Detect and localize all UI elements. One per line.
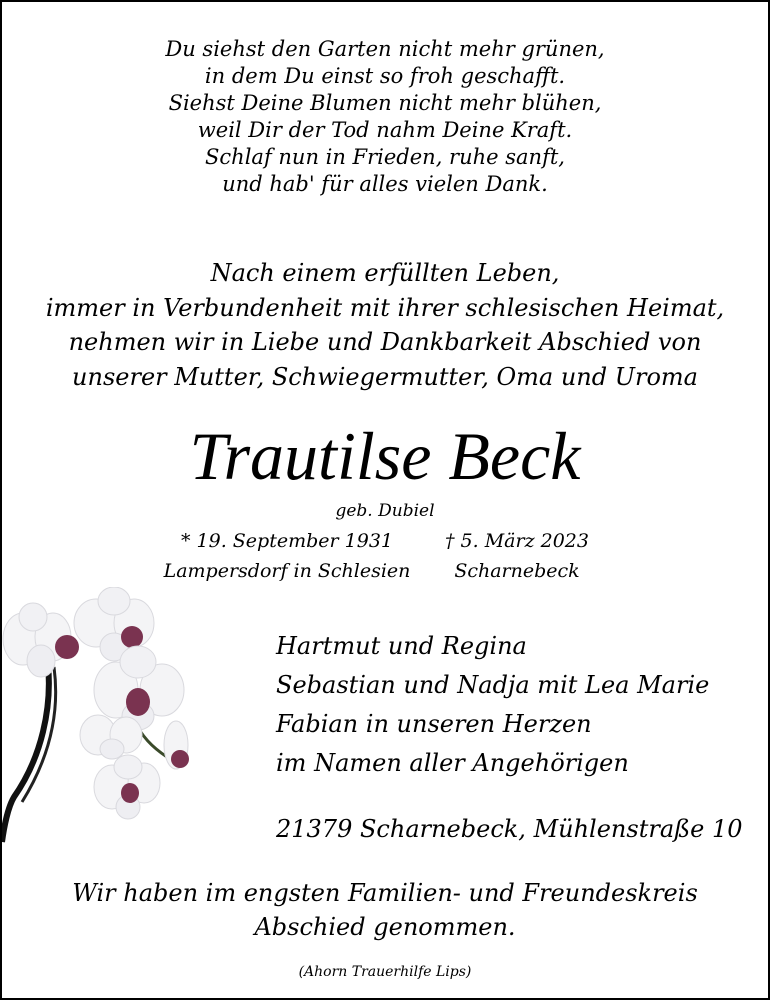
poem-line: in dem Du einst so froh geschafft. <box>204 64 566 88</box>
family-line: Hartmut und Regina <box>276 632 527 660</box>
poem-line: Schlaf nun in Frieden, ruhe sanft, <box>205 145 565 169</box>
birth-place: Lampersdorf in Schlesien <box>163 560 411 582</box>
closing-text <box>2 876 768 944</box>
intro-line: immer in Verbundenheit mit ihrer schlesischen Heimat, <box>45 293 725 322</box>
death-date: † 5. März 2023 <box>445 530 589 552</box>
orchid-flower <box>94 755 160 819</box>
poem-line: weil Dir der Tod nahm Deine Kraft. <box>197 118 573 142</box>
birth-info <box>162 526 412 586</box>
poem-line: Siehst Deine Blumen nicht mehr blühen, <box>168 91 602 115</box>
death-info <box>432 526 602 586</box>
intro-text <box>2 256 768 394</box>
birth-date: * 19. September 1931 <box>181 530 393 552</box>
intro-line: nehmen wir in Liebe und Dankbarkeit Abschied von <box>68 328 702 356</box>
undertaker-credit: (Ahorn Trauerhilfe Lips) <box>298 964 472 980</box>
orchid-flower <box>3 603 79 677</box>
death-place: Scharnebeck <box>454 560 580 582</box>
closing-line: Abschied genommen. <box>254 913 516 941</box>
family-line: im Namen aller Angehörigen <box>276 749 629 777</box>
poem <box>2 36 768 198</box>
orchid-stem <box>2 665 49 842</box>
family-members <box>276 627 756 783</box>
family-line: Sebastian und Nadja mit Lea Marie <box>276 671 710 699</box>
orchid-image <box>2 587 202 847</box>
family-line: Fabian in unseren Herzen <box>276 710 592 738</box>
orchid-flower <box>80 715 142 759</box>
deceased-name: Trautilse Beck <box>189 418 581 494</box>
orchid-flower <box>164 721 189 769</box>
closing-line: Wir haben im engsten Familien- und Freundeskreis <box>72 879 698 907</box>
address: 21379 Scharnebeck, Mühlenstraße 10 <box>276 815 743 843</box>
intro-line: Nach einem erfüllten Leben, <box>210 259 560 287</box>
poem-line: Du siehst den Garten nicht mehr grünen, <box>165 37 605 61</box>
intro-line: unserer Mutter, Schwiegermutter, Oma und Uroma <box>72 362 698 391</box>
poem-line: und hab' für alles vielen Dank. <box>222 172 548 196</box>
maiden-name: geb. Dubiel <box>335 501 435 521</box>
